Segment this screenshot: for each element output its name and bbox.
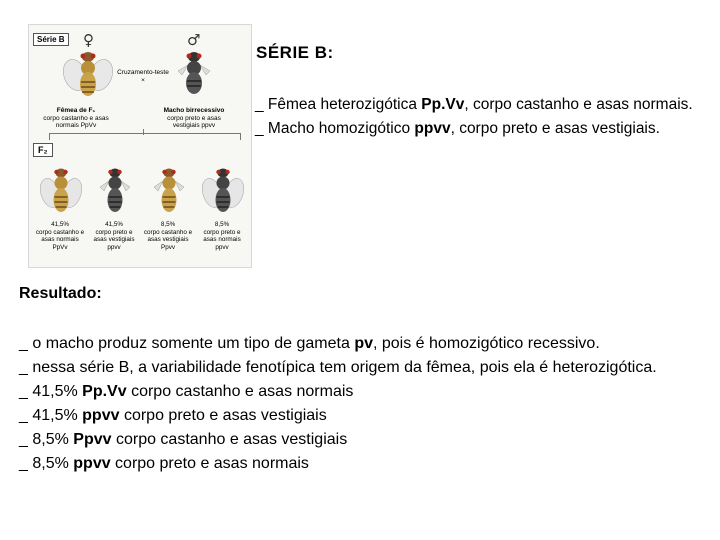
offspring-label [196,221,248,251]
genotype-text: ppvv [414,120,451,137]
result-line [19,404,709,428]
female-label-title: Fêmea de F₁ [56,107,96,114]
offspring-percent: 8,5% [160,221,176,228]
genotype-text: Ppvv [73,431,112,448]
line-text: , corpo castanho e asas normais. [464,96,693,113]
line-text: _ 41,5% [19,407,83,424]
offspring-percent: 41,5% [51,221,69,228]
offspring-fly [201,165,245,219]
offspring-desc: corpo preto e asas normais [203,228,241,243]
offspring-desc: corpo castanho e asas vestigiais [143,228,193,243]
offspring-fly [93,165,137,219]
line-text: corpo castanho e asas vestigiais [111,431,348,448]
male-label-title: Macho birrecessivo [163,107,225,114]
line-text: _ Macho homozigótico [255,120,415,137]
offspring-desc: corpo castanho e asas normais [35,228,85,243]
female-symbol: ♀ [83,31,94,49]
description-line [255,93,695,117]
male-label-desc: corpo preto e asas vestigiais ppvv [167,114,221,129]
result-title: Resultado: [19,285,102,302]
female-parent-fly [63,49,113,101]
offspring-fly [147,165,191,219]
genotype-text: Pp.Vv [82,383,127,400]
serie-description [255,93,695,141]
line-text: , pois é homozigótico recessivo. [372,335,600,352]
serie-title: SÉRIE B: [256,43,334,62]
offspring-label [142,221,194,251]
line-text: _ 8,5% [19,455,74,472]
cross-label-text: Cruzamento-teste [117,69,169,76]
cross-label [113,69,173,85]
male-parent-fly [169,49,219,101]
result-line [19,380,709,404]
f2-badge: F₂ [33,143,53,157]
female-label-desc: corpo castanho e asas normais PpVv [43,114,109,129]
genotype-text: pv [354,335,373,352]
offspring-bracket [49,133,241,140]
line-text: corpo castanho e asas normais [126,383,354,400]
line-text: _ o macho produz somente um tipo de gameta [19,335,355,352]
result-line [19,428,709,452]
offspring-genotype: PpVv [52,243,68,251]
result-line [19,356,709,380]
genotype-text: ppvv [82,407,120,424]
description-line [255,117,695,141]
offspring-fly [39,165,83,219]
result-list [19,332,709,476]
offspring-desc: corpo preto e asas vestigiais [93,228,135,243]
cross-diagram-figure [28,24,252,268]
offspring-percent: 41,5% [105,221,123,228]
offspring-genotype: ppvv [107,243,121,251]
offspring-label [34,221,86,251]
line-text: corpo preto e asas normais [110,455,309,472]
female-parent-label [37,107,115,130]
line-text: _ 8,5% [19,431,74,448]
cross-sign: × [141,77,145,84]
line-text: _ 41,5% [19,383,83,400]
line-text: corpo preto e asas vestigiais [119,407,327,424]
offspring-genotype: ppvv [215,243,229,251]
line-text: , corpo preto e asas vestigiais. [450,120,660,137]
offspring-percent: 8,5% [214,221,230,228]
result-line [19,452,709,476]
line-text: _ Fêmea heterozigótica [255,96,422,113]
result-line [19,332,709,356]
genotype-text: ppvv [73,455,111,472]
line-text: _ nessa série B, a variabilidade fenotípica tem origem da fêmea, pois ela é heterozigótica. [19,359,657,376]
male-symbol: ♂ [187,31,201,49]
male-parent-label [155,107,233,130]
genotype-text: Pp.Vv [421,96,465,113]
offspring-bracket-stem [143,129,144,135]
offspring-label [88,221,140,251]
offspring-genotype: Ppvv [161,243,175,251]
serie-badge: Série B [33,33,69,46]
